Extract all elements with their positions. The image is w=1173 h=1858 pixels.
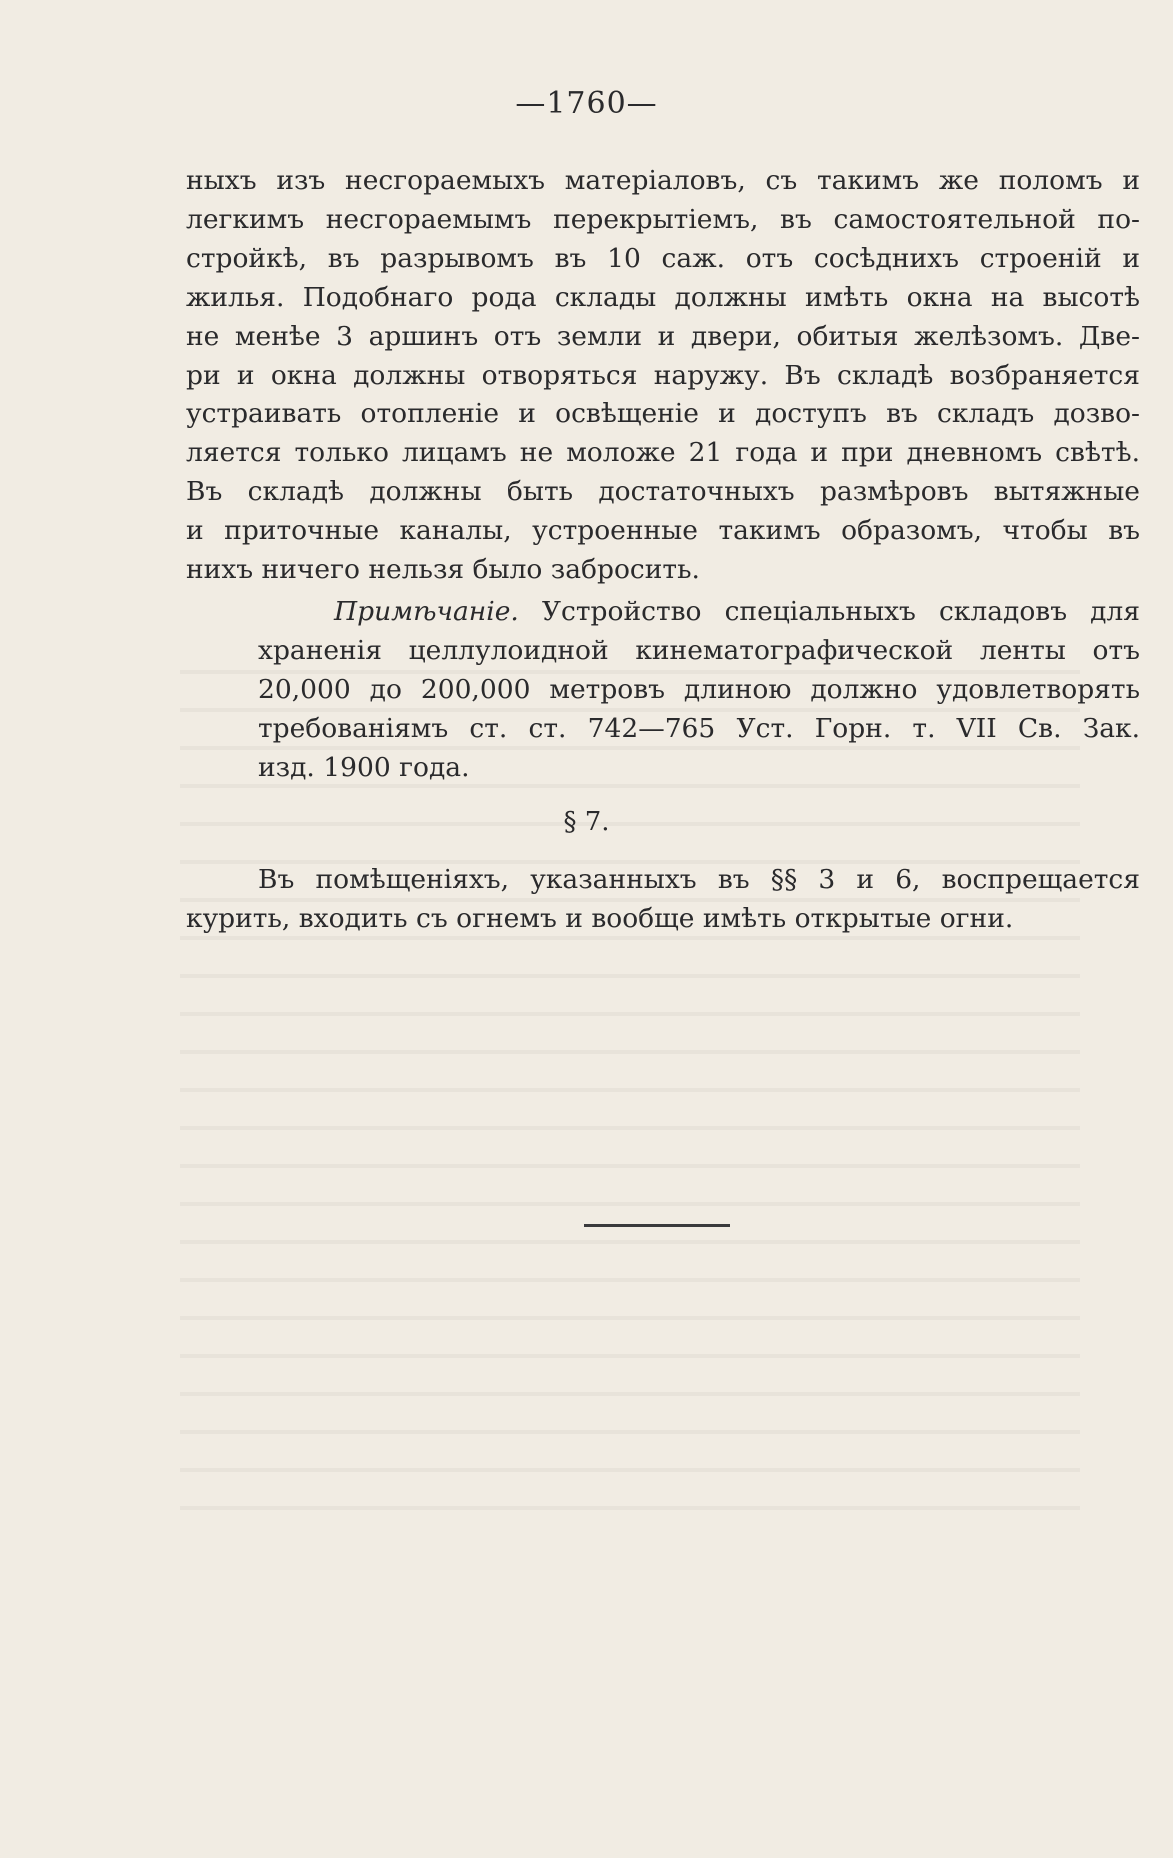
note-first-line: [258, 593, 1140, 632]
text-line: устраивать отопленіе и освѣщеніе и доступъ въ складъ дозво-: [186, 398, 1140, 430]
note-line: храненія целлулоидной кинематографической ленты отъ: [258, 634, 1140, 666]
text-line: Въ помѣщеніяхъ, указанныхъ въ §§ 3 и 6, воспрещается: [258, 864, 1140, 895]
text-line: ри и окна должны отворяться наружу. Въ складѣ возбраняется: [186, 359, 1140, 391]
note-line: изд. 1900 года.: [258, 751, 470, 783]
note-line: 20,000 до 200,000 метровъ длиною должно удовлетворять: [258, 673, 1140, 705]
text-line: Въ складѣ должны быть достаточныхъ размѣровъ вытяжные: [186, 476, 1140, 508]
text-line: стройкѣ, въ разрывомъ въ 10 саж. отъ сосѣднихъ строеній и: [186, 242, 1140, 274]
text-line: и приточные каналы, устроенные такимъ образомъ, чтобы въ: [186, 515, 1140, 547]
text-line: жилья. Подобнаго рода склады должны имѣть окна на высотѣ: [186, 281, 1140, 313]
text-line: легкимъ несгораемымъ перекрытіемъ, въ самостоятельной по-: [186, 203, 1140, 235]
note-first-line-text: Устройство спеціальныхъ складовъ для: [518, 596, 1140, 627]
text-line: курить, входить съ огнемъ и вообще имѣть открытые огни.: [186, 902, 1014, 934]
paragraph-main: [186, 162, 1140, 590]
text-line: нихъ ничего нельзя было забросить.: [186, 554, 700, 586]
section-heading: § 7.: [563, 807, 610, 837]
note-block: [258, 593, 1140, 788]
note-line: требованіямъ ст. ст. 742—765 Уст. Горн. т. VII Св. Зак.: [258, 712, 1140, 744]
text-line: ныхъ изъ несгораемыхъ матеріаловъ, съ такимъ же поломъ и: [186, 165, 1140, 196]
page-number: —1760—: [515, 86, 658, 121]
end-rule: [584, 1224, 730, 1227]
text-line: ляется только лицамъ не моложе 21 года и при дневномъ свѣтѣ.: [186, 437, 1140, 469]
section-paragraph: [186, 861, 1140, 939]
text-line: не менѣе 3 аршинъ отъ земли и двери, обитыя желѣзомъ. Две-: [186, 320, 1140, 352]
note-label: Примѣчаніе.: [334, 596, 519, 627]
